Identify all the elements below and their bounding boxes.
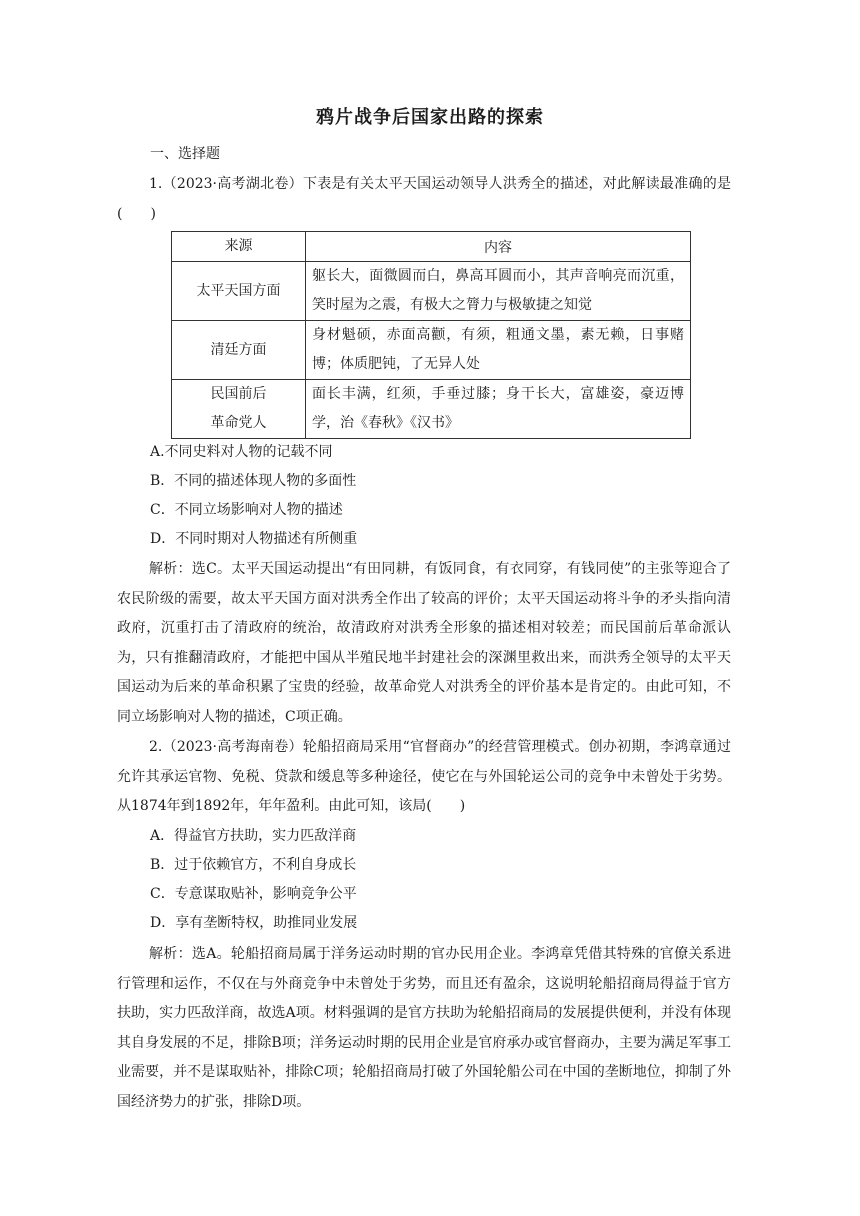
table-row bbox=[172, 380, 691, 439]
source-table bbox=[171, 231, 691, 439]
table-row bbox=[172, 262, 691, 321]
source-line-1: 民国前后 bbox=[210, 386, 267, 402]
option-d: D．享有垄断特权，助推同业发展 bbox=[150, 915, 358, 931]
question-2-analysis: 解析：选A。轮船招商局属于洋务运动时期的官办民用企业。李鸿章凭借其特殊的官僚关系进行管理和运作，不仅在与外商竞争中未曾处于劣势，而且还有盈余，这说明轮船招商局得益于官方扶助，实力匹敌洋商，故选A项。材料强调的是官方扶助为轮船招商局的发展提供便利，并没有体现其自身发展的不足，排除B项；洋务运动时期的民用企业是官府承办或官督商办，主要为满足军事工业需要，并不是谋取贴补，排除C项；轮船招商局打破了外国轮船公司在中国的垄断地位，抑制了外国经济势力的扩张，排除D项。 bbox=[117, 946, 731, 1110]
table-cell-source: 清廷方面 bbox=[172, 321, 306, 380]
table-header-row bbox=[172, 232, 691, 262]
page-title: 鸦片战争后国家出路的探索 bbox=[316, 107, 544, 128]
table-header-content: 内容 bbox=[306, 232, 691, 262]
option-b: B．不同的描述体现人物的多面性 bbox=[150, 473, 357, 489]
option-d: D．不同时期对人物描述有所侧重 bbox=[150, 531, 358, 547]
table-header-source: 来源 bbox=[172, 232, 306, 262]
option-b: B．过于依赖官方，不利自身成长 bbox=[150, 857, 357, 873]
option-c: C．专意谋取贴补，影响竞争公平 bbox=[150, 886, 357, 902]
option-a: A．得益官方扶助，实力匹敌洋商 bbox=[150, 828, 357, 844]
option-c: C．不同立场影响对人物的描述 bbox=[150, 502, 343, 518]
table-cell-content: 面长丰满，红须，手垂过膝；身干长大，富雄姿，豪迈博学，治《春秋》《汉书》 bbox=[306, 380, 691, 439]
question-2-stem: 2.（2023·高考海南卷）轮船招商局采用“官督商办”的经营管理模式。创办初期，李鸿章通过允许其承运官物、免税、贷款和缓息等多种途径，使它在与外国轮运公司的竞争中未曾处于劣势。从1874年到1892年，年年盈利。由此可知，该局( ) bbox=[117, 739, 731, 814]
table-cell-source bbox=[172, 380, 306, 439]
source-line-2: 革命党人 bbox=[210, 415, 267, 431]
table-cell-content: 躯长大，面微圆而白，鼻高耳圆而小，其声音响亮而沉重，笑时屋为之震，有极大之膂力与极敏捷之知觉 bbox=[306, 262, 691, 321]
option-a: A.不同史料对人物的记载不同 bbox=[150, 444, 333, 460]
section-heading: 一、选择题 bbox=[150, 146, 220, 162]
question-1-stem: 1.（2023·高考湖北卷）下表是有关太平天国运动领导人洪秀全的描述，对此解读最准确的是( ) bbox=[117, 176, 731, 222]
question-1-analysis: 解析：选C。太平天国运动提出“有田同耕，有饭同食，有衣同穿，有钱同使”的主张等迎合了农民阶级的需要，故太平天国方面对洪秀全作出了较高的评价；太平天国运动将斗争的矛头指向清政府，沉重打击了清政府的统治，故清政府对洪秀全形象的描述相对较差；而民国前后革命派认为，只有推翻清政府，才能把中国从半殖民地半封建社会的深渊里救出来，而洪秀全领导的太平天国运动为后来的革命积累了宝贵的经验，故革命党人对洪秀全的评价基本是肯定的。由此可知，不同立场影响对人物的描述，C项正确。 bbox=[117, 561, 731, 725]
table-row bbox=[172, 321, 691, 380]
table-cell-content: 身材魁硕，赤面高颧，有须，粗通文墨，素无赖，日事赌博；体质肥钝，了无异人处 bbox=[306, 321, 691, 380]
table-cell-source: 太平天国方面 bbox=[172, 262, 306, 321]
